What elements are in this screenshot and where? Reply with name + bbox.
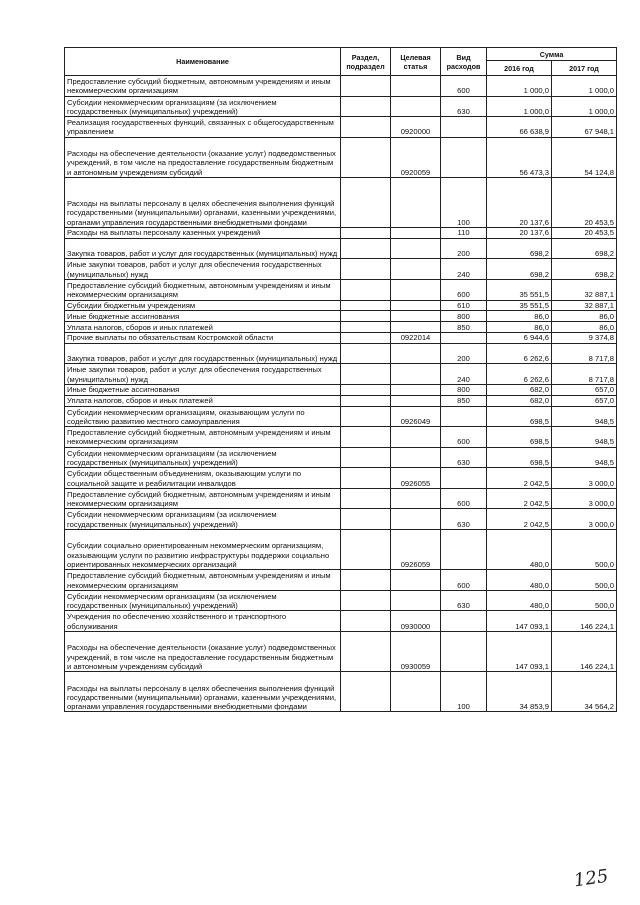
row-value-2017: 54 124,8 <box>552 137 617 177</box>
row-section <box>341 672 391 712</box>
row-section <box>341 530 391 570</box>
row-target <box>391 672 441 712</box>
row-value-2017: 1 000,0 <box>552 96 617 117</box>
row-type <box>441 530 487 570</box>
row-name: Субсидии некоммерческим организациям, оказывающим услуги по содействию развитию местного самоуправления <box>65 406 341 427</box>
row-name: Иные закупки товаров, работ и услуг для обеспечения государственных (муниципальных) нужд <box>65 364 341 385</box>
row-name: Прочие выплаты по обязательствам Костромской области <box>65 332 341 343</box>
row-type <box>441 611 487 632</box>
col-header-type: Вид расходов <box>441 48 487 76</box>
row-name: Расходы на выплаты персоналу казенных учреждений <box>65 227 341 238</box>
row-section <box>341 468 391 489</box>
row-name: Учреждения по обеспечению хозяйственного и транспортного обслуживания <box>65 611 341 632</box>
row-type: 630 <box>441 509 487 530</box>
row-section <box>341 177 391 227</box>
row-value-2016: 1 000,0 <box>487 76 552 97</box>
row-value-2016: 2 042,5 <box>487 509 552 530</box>
table-row <box>65 488 617 509</box>
row-target <box>391 76 441 97</box>
table-row <box>65 259 617 280</box>
row-section <box>341 279 391 300</box>
table-row <box>65 332 617 343</box>
row-target <box>391 488 441 509</box>
row-section <box>341 76 391 97</box>
row-value-2017: 86,0 <box>552 322 617 333</box>
row-name: Предоставление субсидий бюджетным, автономным учреждениям и иным некоммерческим организациям <box>65 427 341 448</box>
row-value-2017: 948,5 <box>552 406 617 427</box>
row-section <box>341 395 391 406</box>
row-type: 110 <box>441 227 487 238</box>
row-value-2017: 1 000,0 <box>552 76 617 97</box>
table-row <box>65 395 617 406</box>
table-row <box>65 322 617 333</box>
row-name: Предоставление субсидий бюджетным, автономным учреждениям и иным некоммерческим организациям <box>65 279 341 300</box>
row-type: 600 <box>441 76 487 97</box>
row-type <box>441 632 487 672</box>
table-row <box>65 468 617 489</box>
col-header-sum: Сумма <box>487 48 617 61</box>
row-value-2016: 86,0 <box>487 322 552 333</box>
row-value-2016: 480,0 <box>487 570 552 591</box>
row-value-2016: 147 093,1 <box>487 611 552 632</box>
row-type: 100 <box>441 672 487 712</box>
row-name: Расходы на выплаты персоналу в целях обеспечения выполнения функций государственными (муниципальными) органами, казенными учреждениями, органами управления государственными внебюджетными фондами <box>65 177 341 227</box>
row-type: 630 <box>441 590 487 611</box>
row-value-2017: 3 000,0 <box>552 488 617 509</box>
row-section <box>341 590 391 611</box>
row-value-2016: 682,0 <box>487 384 552 395</box>
row-target <box>391 322 441 333</box>
row-name: Субсидии общественным объединениям, оказывающим услуги по социальной защите и реабилитации инвалидов <box>65 468 341 489</box>
table-row <box>65 117 617 138</box>
row-target: 0930000 <box>391 611 441 632</box>
row-section <box>341 322 391 333</box>
table-body <box>65 76 617 712</box>
row-type: 850 <box>441 395 487 406</box>
row-target: 0926049 <box>391 406 441 427</box>
row-name: Закупка товаров, работ и услуг для государственных (муниципальных) нужд <box>65 343 341 364</box>
row-section <box>341 117 391 138</box>
row-type: 600 <box>441 427 487 448</box>
col-header-2016: 2016 год <box>487 61 552 76</box>
row-target <box>391 279 441 300</box>
row-type: 240 <box>441 364 487 385</box>
row-section <box>341 509 391 530</box>
row-section <box>341 447 391 468</box>
table-row <box>65 279 617 300</box>
col-header-section: Раздел, подраздел <box>341 48 391 76</box>
row-value-2016: 1 000,0 <box>487 96 552 117</box>
row-type: 630 <box>441 447 487 468</box>
row-target <box>391 227 441 238</box>
row-target <box>391 177 441 227</box>
row-type <box>441 137 487 177</box>
row-value-2016: 56 473,3 <box>487 137 552 177</box>
row-name: Уплата налогов, сборов и иных платежей <box>65 322 341 333</box>
row-value-2016: 20 137,6 <box>487 177 552 227</box>
row-value-2017: 32 887,1 <box>552 300 617 311</box>
table-row <box>65 137 617 177</box>
table-row <box>65 227 617 238</box>
row-value-2016: 480,0 <box>487 530 552 570</box>
row-value-2016: 35 551,5 <box>487 300 552 311</box>
row-value-2016: 6 262,6 <box>487 364 552 385</box>
row-value-2016: 698,2 <box>487 259 552 280</box>
row-value-2016: 35 551,5 <box>487 279 552 300</box>
row-target <box>391 590 441 611</box>
row-name: Субсидии некоммерческим организациям (за исключением государственных (муниципальных) учреждений) <box>65 96 341 117</box>
row-type: 200 <box>441 238 487 259</box>
budget-table-sheet <box>64 47 616 712</box>
table-row <box>65 447 617 468</box>
row-value-2016: 698,5 <box>487 406 552 427</box>
row-value-2017: 948,5 <box>552 447 617 468</box>
row-target <box>391 96 441 117</box>
row-type: 600 <box>441 488 487 509</box>
row-value-2017: 146 224,1 <box>552 611 617 632</box>
row-value-2016: 147 093,1 <box>487 632 552 672</box>
row-value-2017: 3 000,0 <box>552 509 617 530</box>
col-header-name: Наименование <box>65 48 341 76</box>
row-target <box>391 259 441 280</box>
row-value-2016: 6 944,6 <box>487 332 552 343</box>
row-target <box>391 343 441 364</box>
row-target: 0922014 <box>391 332 441 343</box>
row-section <box>341 364 391 385</box>
row-section <box>341 632 391 672</box>
row-name: Субсидии некоммерческим организациям (за исключением государственных (муниципальных) учреждений) <box>65 590 341 611</box>
table-row <box>65 343 617 364</box>
row-value-2016: 480,0 <box>487 590 552 611</box>
row-value-2017: 948,5 <box>552 427 617 448</box>
table-row <box>65 406 617 427</box>
row-section <box>341 406 391 427</box>
row-section <box>341 343 391 364</box>
row-value-2016: 698,2 <box>487 238 552 259</box>
row-target: 0920000 <box>391 117 441 138</box>
row-value-2017: 67 948,1 <box>552 117 617 138</box>
row-name: Иные закупки товаров, работ и услуг для обеспечения государственных (муниципальных) нужд <box>65 259 341 280</box>
row-type: 800 <box>441 311 487 322</box>
row-target <box>391 300 441 311</box>
table-row <box>65 76 617 97</box>
row-value-2016: 6 262,6 <box>487 343 552 364</box>
row-value-2016: 682,0 <box>487 395 552 406</box>
row-target <box>391 447 441 468</box>
row-name: Уплата налогов, сборов и иных платежей <box>65 395 341 406</box>
table-row <box>65 238 617 259</box>
table-row <box>65 590 617 611</box>
row-type <box>441 332 487 343</box>
row-name: Расходы на обеспечение деятельности (оказание услуг) подведомственных учреждений, в том числе на предоставление государственным бюджетным и автономным учреждениям субсидий <box>65 137 341 177</box>
table-row <box>65 96 617 117</box>
row-name: Реализация государственных функций, связанных с общегосударственным управлением <box>65 117 341 138</box>
row-name: Предоставление субсидий бюджетным, автономным учреждениям и иным некоммерческим организациям <box>65 76 341 97</box>
row-type: 100 <box>441 177 487 227</box>
row-value-2017: 698,2 <box>552 238 617 259</box>
row-type: 600 <box>441 279 487 300</box>
row-section <box>341 332 391 343</box>
row-value-2017: 8 717,8 <box>552 364 617 385</box>
table-row <box>65 672 617 712</box>
row-type: 800 <box>441 384 487 395</box>
row-value-2016: 2 042,5 <box>487 468 552 489</box>
row-value-2017: 20 453,5 <box>552 227 617 238</box>
table-row <box>65 300 617 311</box>
row-target: 0926055 <box>391 468 441 489</box>
table-row <box>65 364 617 385</box>
row-name: Расходы на обеспечение деятельности (оказание услуг) подведомственных учреждений, в том числе на предоставление государственным бюджетным и автономным учреждениям субсидий <box>65 632 341 672</box>
row-value-2017: 9 374,8 <box>552 332 617 343</box>
row-target <box>391 427 441 448</box>
row-target <box>391 238 441 259</box>
row-value-2016: 20 137,6 <box>487 227 552 238</box>
budget-table <box>64 47 617 712</box>
row-target <box>391 395 441 406</box>
row-value-2016: 698,5 <box>487 427 552 448</box>
row-target <box>391 509 441 530</box>
row-value-2017: 34 564,2 <box>552 672 617 712</box>
row-section <box>341 427 391 448</box>
row-type: 240 <box>441 259 487 280</box>
table-row <box>65 509 617 530</box>
row-name: Субсидии бюджетным учреждениям <box>65 300 341 311</box>
row-section <box>341 238 391 259</box>
row-type: 850 <box>441 322 487 333</box>
row-value-2017: 8 717,8 <box>552 343 617 364</box>
row-type: 200 <box>441 343 487 364</box>
row-value-2017: 3 000,0 <box>552 468 617 489</box>
row-value-2017: 500,0 <box>552 590 617 611</box>
row-name: Расходы на выплаты персоналу в целях обеспечения выполнения функций государственными (муниципальными) органами, казенными учреждениями, органами управления государственными внебюджетными фондами <box>65 672 341 712</box>
row-name: Закупка товаров, работ и услуг для государственных (муниципальных) нужд <box>65 238 341 259</box>
table-row <box>65 632 617 672</box>
row-value-2017: 698,2 <box>552 259 617 280</box>
row-name: Иные бюджетные ассигнования <box>65 311 341 322</box>
row-type <box>441 117 487 138</box>
row-value-2017: 657,0 <box>552 384 617 395</box>
row-type <box>441 406 487 427</box>
row-type: 600 <box>441 570 487 591</box>
table-row <box>65 570 617 591</box>
row-value-2016: 2 042,5 <box>487 488 552 509</box>
col-header-2017: 2017 год <box>552 61 617 76</box>
table-row <box>65 311 617 322</box>
table-row <box>65 177 617 227</box>
col-header-target: Целевая статья <box>391 48 441 76</box>
row-value-2017: 86,0 <box>552 311 617 322</box>
row-section <box>341 96 391 117</box>
row-target <box>391 384 441 395</box>
table-row <box>65 427 617 448</box>
row-section <box>341 259 391 280</box>
row-target <box>391 570 441 591</box>
row-section <box>341 300 391 311</box>
row-name: Предоставление субсидий бюджетным, автономным учреждениям и иным некоммерческим организациям <box>65 488 341 509</box>
row-section <box>341 611 391 632</box>
row-section <box>341 227 391 238</box>
row-type: 630 <box>441 96 487 117</box>
table-row <box>65 611 617 632</box>
row-value-2016: 34 853,9 <box>487 672 552 712</box>
row-value-2017: 20 453,5 <box>552 177 617 227</box>
row-section <box>341 311 391 322</box>
row-target: 0920059 <box>391 137 441 177</box>
row-target <box>391 364 441 385</box>
row-value-2016: 698,5 <box>487 447 552 468</box>
row-name: Субсидии некоммерческим организациям (за исключением государственных (муниципальных) учреждений) <box>65 447 341 468</box>
row-section <box>341 137 391 177</box>
row-target <box>391 311 441 322</box>
table-row <box>65 384 617 395</box>
page-number: 125 <box>572 865 610 892</box>
row-value-2017: 657,0 <box>552 395 617 406</box>
row-value-2017: 146 224,1 <box>552 632 617 672</box>
row-name: Предоставление субсидий бюджетным, автономным учреждениям и иным некоммерческим организациям <box>65 570 341 591</box>
row-value-2017: 500,0 <box>552 570 617 591</box>
row-target: 0926059 <box>391 530 441 570</box>
row-name: Субсидии социально ориентированным некоммерческим организациям, оказывающим услуги по развитию инфраструктуры поддержки социально ориентированных некоммерческих организаций <box>65 530 341 570</box>
row-target: 0930059 <box>391 632 441 672</box>
row-value-2016: 86,0 <box>487 311 552 322</box>
row-type <box>441 468 487 489</box>
table-row <box>65 530 617 570</box>
row-value-2017: 32 887,1 <box>552 279 617 300</box>
row-type: 610 <box>441 300 487 311</box>
row-section <box>341 488 391 509</box>
row-value-2016: 66 638,9 <box>487 117 552 138</box>
row-value-2017: 500,0 <box>552 530 617 570</box>
row-name: Субсидии некоммерческим организациям (за исключением государственных (муниципальных) учреждений) <box>65 509 341 530</box>
row-section <box>341 384 391 395</box>
row-name: Иные бюджетные ассигнования <box>65 384 341 395</box>
row-section <box>341 570 391 591</box>
